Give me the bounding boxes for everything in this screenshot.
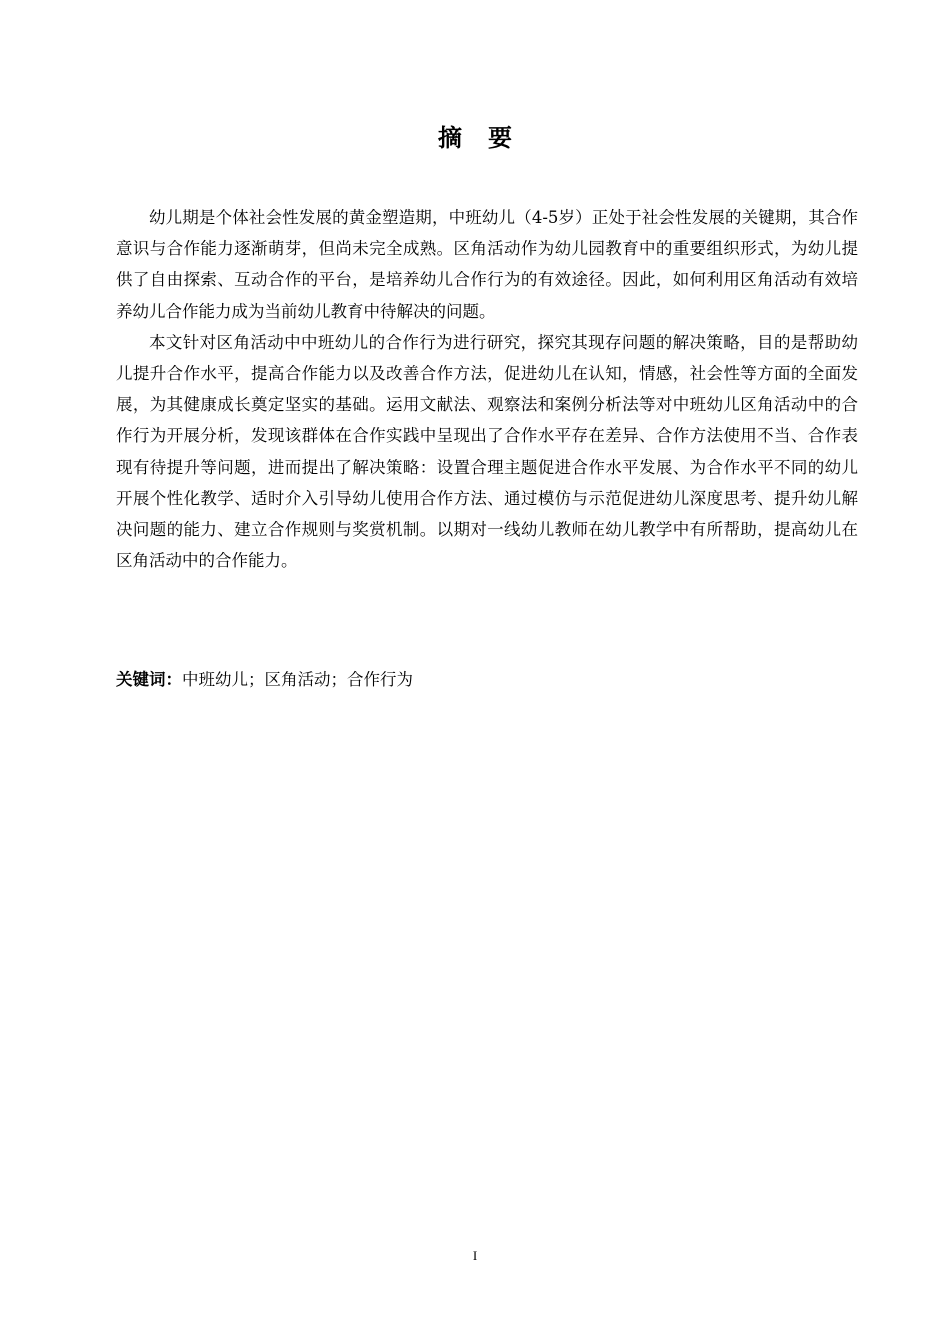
keywords-value: 中班幼儿；区角活动；合作行为 [182, 670, 413, 689]
abstract-body [116, 202, 858, 576]
page-number: I [472, 1248, 478, 1263]
keywords-label: 关键词： [116, 670, 182, 689]
keywords-line [116, 664, 858, 695]
abstract-paragraph-1: 幼儿期是个体社会性发展的黄金塑造期，中班幼儿（4-5岁）正处于社会性发展的关键期，其合作意识与合作能力逐渐萌芽，但尚未完全成熟。区角活动作为幼儿园教育中的重要组织形式，为幼儿提供了自由探索、互动合作的平台，是培养幼儿合作行为的有效途径。因此，如何利用区角活动有效培养幼儿合作能力成为当前幼儿教育中待解决的问题。 [116, 208, 858, 321]
abstract-paragraph-2: 本文针对区角活动中中班幼儿的合作行为进行研究，探究其现存问题的解决策略，目的是帮助幼儿提升合作水平，提高合作能力以及改善合作方法，促进幼儿在认知，情感，社会性等方面的全面发展，为其健康成长奠定坚实的基础。运用文献法、观察法和案例分析法等对中班幼儿区角活动中的合作行为开展分析，发现该群体在合作实践中呈现出了合作水平存在差异、合作方法使用不当、合作表现有待提升等问题，进而提出了解决策略：设置合理主题促进合作水平发展、为合作水平不同的幼儿开展个性化教学、适时介入引导幼儿使用合作方法、通过模仿与示范促进幼儿深度思考、提升幼儿解决问题的能力、建立合作规则与奖赏机制。以期对一线幼儿教师在幼儿教学中有所帮助，提高幼儿在区角活动中的合作能力。 [116, 332, 858, 571]
page-title: 摘要 [438, 123, 538, 152]
